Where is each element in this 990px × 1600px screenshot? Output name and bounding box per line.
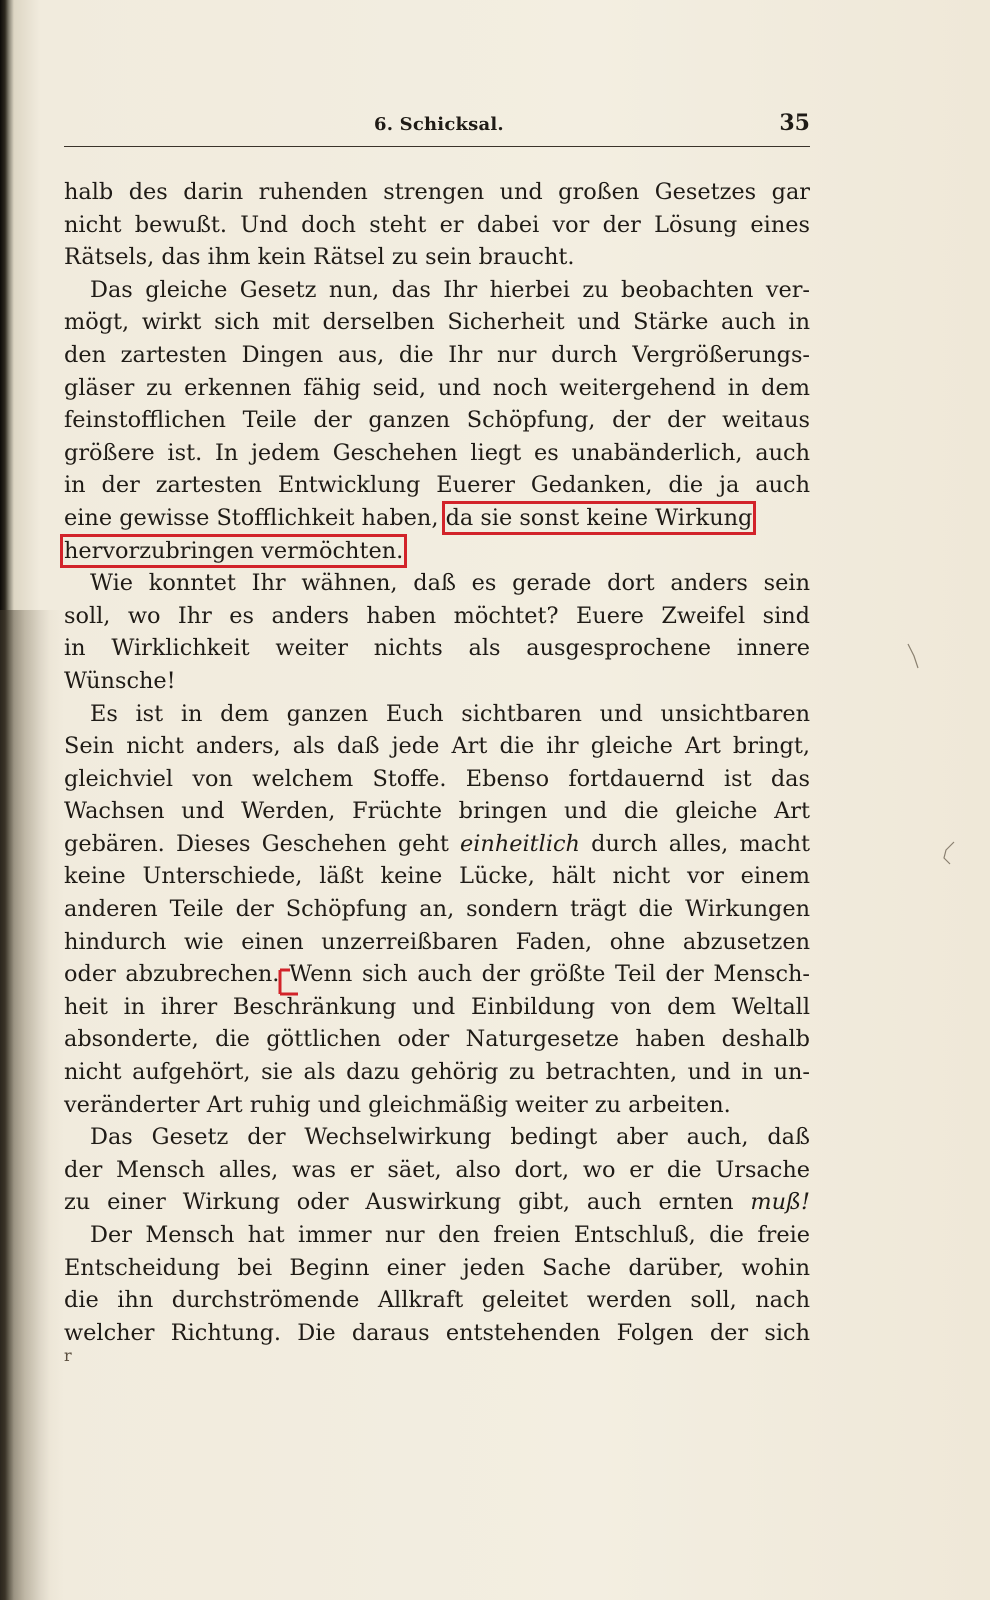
highlighted-phrase: da sie sonst keine Wirkung [445,504,753,531]
text-line: Rätsels, das ihm kein Rätsel zu sein braucht. [64,244,575,271]
header-rule [64,146,810,147]
text-line: veränderter Art ruhig und gleichmäßig weiter zu arbeiten. [64,1091,731,1118]
text-line: absonderte, die göttlichen oder Naturgesetze haben deshalb [64,1026,810,1053]
text-line: soll, wo Ihr es anders haben möchtet? Euere Zweifel sind [64,602,810,629]
text-line: Wünsche! [64,667,176,694]
text-line: Entscheidung bei Beginn einer jeden Sache darüber, wohin [64,1254,810,1281]
text-line: Das Gesetz der Wechselwirkung bedingt aber auch, daß [90,1124,810,1151]
text-line: anderen Teile der Schöpfung an, sondern trägt die Wirkungen [64,896,810,923]
page-header [64,108,810,144]
text-line-segment: durch alles, macht [579,830,810,857]
text-line: den zartesten Dingen aus, die Ihr nur durch Vergrößerungs- [64,341,810,368]
pencil-bracket-icon [940,840,960,870]
text-line: gleichviel von welchem Stoffe. Ebenso fortdauernd ist das [64,765,810,792]
text-line: der Mensch alles, was er säet, also dort, wo er die Ursache [64,1156,810,1183]
text-line: in der zartesten Entwicklung Euerer Gedanken, die ja auch [64,472,810,499]
text-line: Das gleiche Gesetz nun, das Ihr hierbei zu beobachten ver- [90,276,810,303]
highlighted-phrase: hervorzubringen vermöchten. [64,537,404,564]
text-line: Wachsen und Werden, Früchte bringen und die gleiche Art [64,798,810,825]
text-line: Sein nicht anders, als daß jede Art die ihr gleiche Art bringt, [64,733,810,760]
body-text [64,176,810,1349]
text-line: Der Mensch hat immer nur den freien Entschluß, die freie [90,1222,810,1248]
text-line: halb des darin ruhenden strengen und großen Gesetzes gar [64,179,810,205]
page-number: 35 [779,110,810,136]
text-line [64,535,810,568]
text-line: heit in ihrer Beschränkung und Einbildung von dem Weltall [64,993,810,1020]
text-line: die ihn durchströmende Allkraft geleitet werden soll, nach [64,1287,810,1314]
text-line: Wie konntet Ihr wähnen, daß es gerade dort anders sein [90,570,810,597]
footer-mark: r [64,1346,72,1365]
text-line-segment: eine gewisse Stofflichkeit haben, [64,504,446,531]
text-line [64,828,810,861]
text-line [64,1186,810,1219]
text-line: hindurch wie einen unzerreißbaren Faden, ohne abzusetzen [64,928,810,955]
text-line: größere ist. In jedem Geschehen liegt es unabänderlich, auch [64,439,810,466]
text-line: nicht bewußt. Und doch steht er dabei vor der Lösung eines [64,211,810,238]
running-title: 6. Schicksal. [374,114,504,135]
pencil-tick-icon [906,642,926,672]
text-line: in Wirklichkeit weiter nichts als ausgesprochene innere [64,635,810,662]
text-line: nicht aufgehört, sie als dazu gehörig zu betrachten, und in un- [64,1059,810,1086]
text-line-segment: gebären. Dieses Geschehen geht [64,830,461,857]
emphasis: muß! [750,1189,810,1216]
text-line: Es ist in dem ganzen Euch sichtbaren und unsichtbaren [90,700,810,727]
text-line: welcher Richtung. Die daraus entstehenden Folgen der sich [64,1319,810,1346]
text-line: keine Unterschiede, läßt keine Lücke, hält nicht vor einem [64,863,810,890]
text-line: mögt, wirkt sich mit derselben Sicherheit und Stärke auch in [64,309,810,336]
text-line: oder abzubrechen. Wenn sich auch der größte Teil der Mensch- [64,961,810,988]
emphasis: einheitlich [460,830,580,857]
text-line-segment: zu einer Wirkung oder Auswirkung gibt, auch ernten [64,1189,751,1216]
text-line [64,502,810,535]
text-line: feinstofflichen Teile der ganzen Schöpfung, der der weitaus [64,407,810,434]
text-line: gläser zu erkennen fähig seid, und noch weitergehend in dem [64,374,810,401]
